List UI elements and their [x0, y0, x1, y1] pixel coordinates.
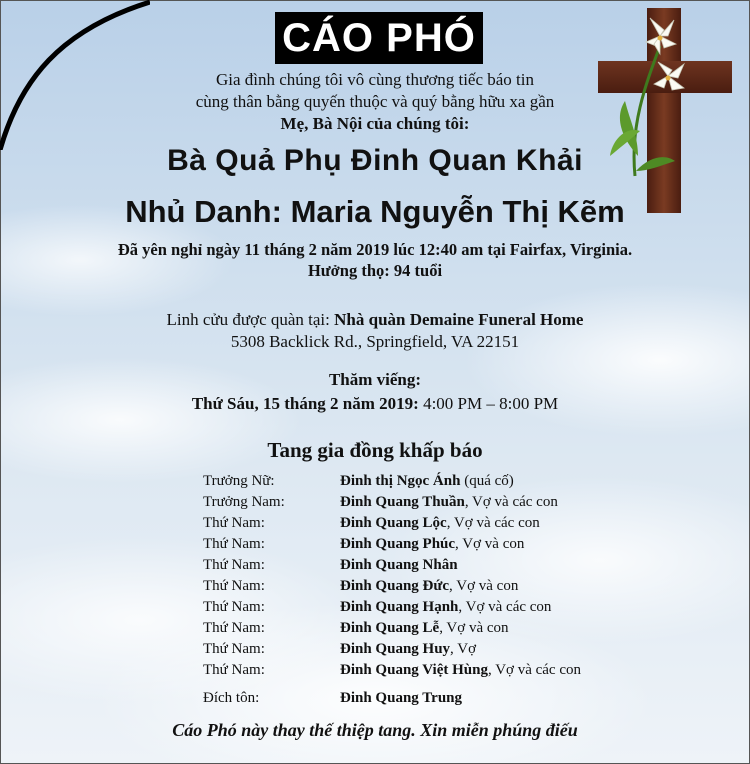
family-row — [0, 662, 750, 683]
family-member — [340, 690, 462, 707]
funeral-home-address: 5308 Backlick Rd., Springfield, VA 22151 — [230, 332, 520, 351]
family-role: Trưởng Nam: — [203, 494, 285, 510]
family-row — [0, 557, 750, 578]
family-member — [340, 662, 581, 679]
age-line: Hưởng thọ: 94 tuổi — [307, 261, 443, 280]
passing-line: Đã yên nghỉ ngày 11 tháng 2 năm 2019 lúc 12:40 am tại Fairfax, Virginia. — [117, 240, 633, 259]
family-member-name: Đinh Quang Lễ — [340, 620, 440, 636]
funeral-home-label: Linh cửu được quàn tại: — [166, 310, 330, 329]
family-row — [0, 536, 750, 557]
family-row — [0, 494, 750, 515]
family-member — [340, 494, 558, 511]
family-member-note: , Vợ và con — [455, 536, 525, 552]
family-role: Thứ Nam: — [203, 599, 265, 615]
visitation-title: Thăm viếng: — [328, 370, 422, 389]
family-member-name: Đinh Quang Việt Hùng — [340, 662, 488, 678]
family-role: Thứ Nam: — [203, 662, 265, 678]
family-role: Thứ Nam: — [203, 641, 265, 657]
family-member — [340, 620, 509, 637]
family-member — [340, 641, 476, 658]
funeral-home-name: Nhà quàn Demaine Funeral Home — [334, 310, 584, 329]
family-row — [0, 515, 750, 536]
family-member-name: Đinh Quang Lộc — [340, 515, 447, 531]
family-member-name: Đinh Quang Huy — [340, 641, 451, 657]
family-row — [0, 599, 750, 620]
family-role: Thứ Nam: — [203, 515, 265, 531]
family-row — [0, 578, 750, 599]
family-member-name: Đinh Quang Trung — [340, 690, 462, 706]
family-member — [340, 557, 458, 574]
family-role: Trưởng Nữ: — [203, 473, 275, 489]
family-member — [340, 599, 551, 616]
family-member-note: , Vợ và các con — [458, 599, 552, 615]
intro-line-2: cùng thân bằng quyến thuộc và quý bằng hữu xa gần — [195, 92, 555, 111]
funeral-home-line — [0, 310, 750, 330]
family-role: Thứ Nam: — [203, 536, 265, 552]
family-member-name: Đinh Quang Thuần — [340, 494, 465, 510]
family-role: Đích tôn: — [203, 690, 260, 706]
family-member — [340, 515, 540, 532]
deceased-name: Bà Quả Phụ Đinh Quan Khải — [167, 144, 583, 177]
visitation-line — [0, 394, 750, 414]
page-title: CÁO PHÓ — [275, 12, 483, 64]
alias-label: Nhủ Danh: — [125, 194, 282, 229]
family-role: Thứ Nam: — [203, 578, 265, 594]
family-row — [0, 690, 750, 711]
family-member-note: (quá cố) — [460, 473, 514, 489]
family-member — [340, 473, 514, 490]
family-member-note: , Vợ — [450, 641, 477, 657]
alias-name: Maria Nguyễn Thị Kẽm — [290, 194, 625, 229]
family-member-note: , Vợ và con — [439, 620, 509, 636]
family-row — [0, 620, 750, 641]
family-row — [0, 473, 750, 494]
family-row — [0, 641, 750, 662]
family-role: Thứ Nam: — [203, 557, 265, 573]
intro-line-3: Mẹ, Bà Nội của chúng tôi: — [280, 114, 470, 133]
family-member-name: Đinh thị Ngọc Ánh — [340, 473, 461, 489]
family-member-note: , Vợ và con — [449, 578, 519, 594]
deceased-alias — [0, 194, 750, 230]
family-member-note: , Vợ và các con — [446, 515, 540, 531]
closing-line: Cáo Phó này thay thế thiệp tang. Xin miễn phúng điếu — [172, 720, 578, 740]
family-title: Tang gia đồng khấp báo — [267, 438, 483, 462]
family-member-name: Đinh Quang Hạnh — [340, 599, 459, 615]
visitation-time: 4:00 PM – 8:00 PM — [423, 394, 559, 413]
family-member — [340, 536, 524, 553]
family-member — [340, 578, 518, 595]
family-member-note: , Vợ và các con — [464, 494, 558, 510]
visitation-date: Thứ Sáu, 15 tháng 2 năm 2019: — [191, 394, 419, 413]
family-member-name: Đinh Quang Phúc — [340, 536, 456, 552]
family-member-name: Đinh Quang Nhân — [340, 557, 458, 573]
family-member-note: , Vợ và các con — [487, 662, 582, 678]
intro-line-1: Gia đình chúng tôi vô cùng thương tiếc báo tin — [215, 70, 534, 89]
family-member-name: Đinh Quang Đức — [340, 578, 450, 594]
family-role: Thứ Nam: — [203, 620, 265, 636]
